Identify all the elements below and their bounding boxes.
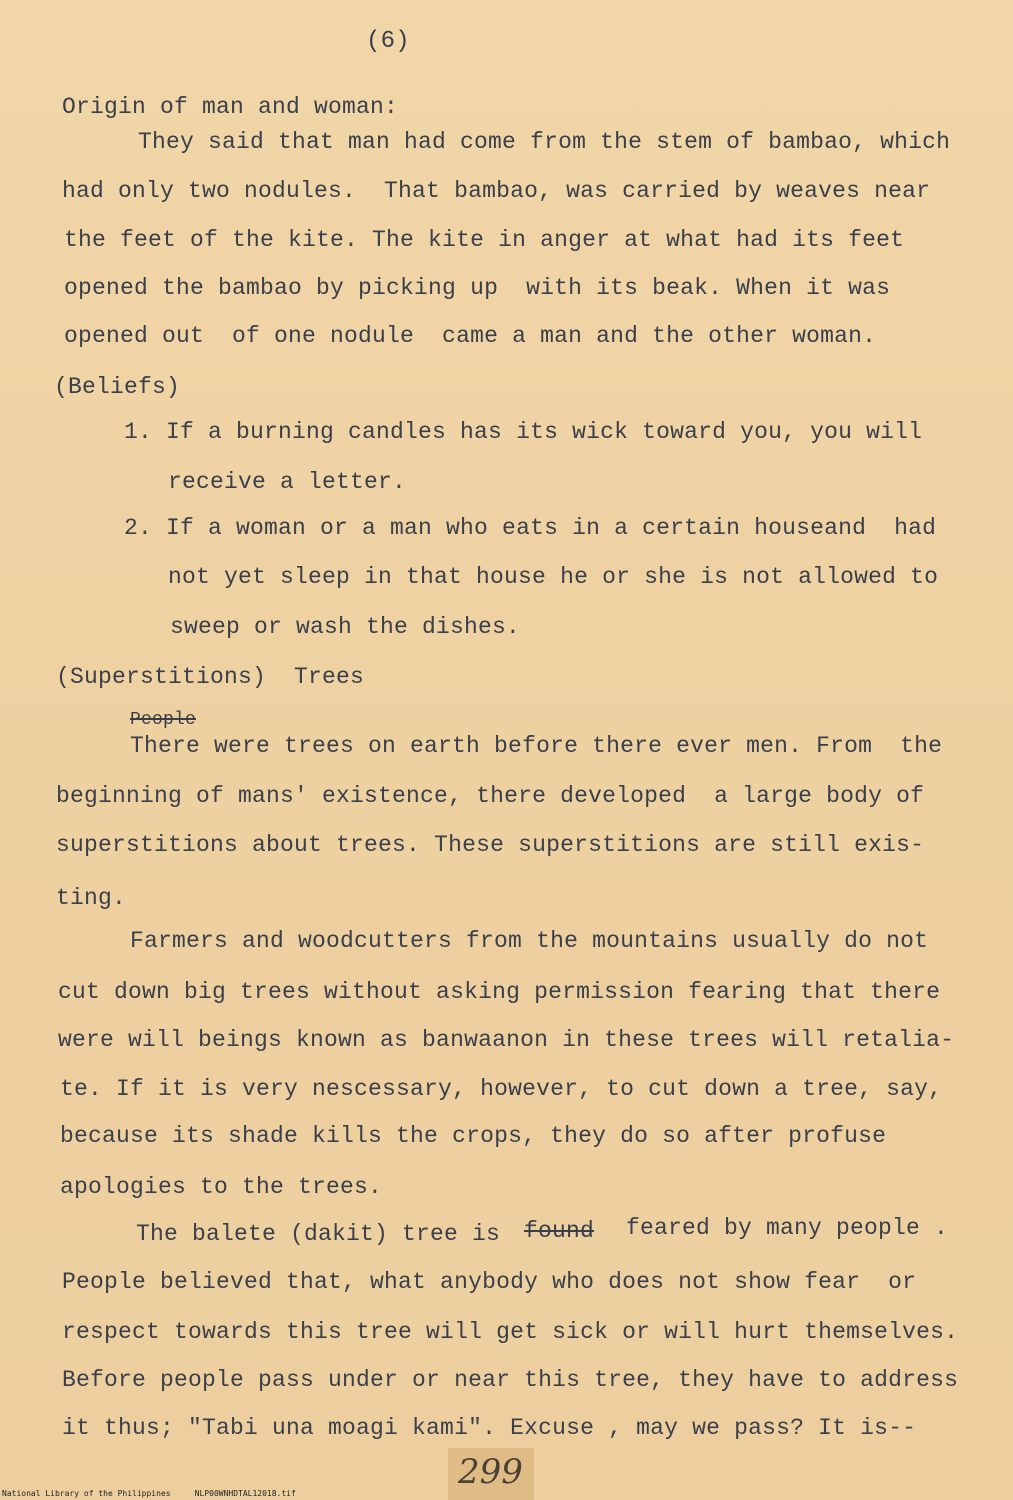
text-line: respect towards this tree will get sick or will hurt themselves.	[62, 1319, 959, 1345]
text-line: Farmers and woodcutters from the mountains usually do not	[130, 928, 929, 954]
footer-library: National Library of the Philippines	[2, 1489, 171, 1498]
struck-word-found: found	[524, 1218, 595, 1244]
text-line: Before people pass under or near this tree, they have to address	[62, 1367, 959, 1393]
handwritten-page-number: 299	[458, 1452, 523, 1492]
list-item-1: 1. If a burning candles has its wick toward you, you will	[124, 419, 923, 445]
text-line: cut down big trees without asking permission fearing that there	[58, 979, 941, 1005]
text-line: ting.	[56, 885, 127, 911]
text-line: superstitions about trees. These superstitions are still exis-	[56, 832, 925, 858]
list-item-2-cont: not yet sleep in that house he or she is not allowed to	[168, 564, 939, 590]
list-item-2-cont: sweep or wash the dishes.	[170, 614, 521, 640]
list-item-2: 2. If a woman or a man who eats in a certain houseand had	[124, 515, 937, 541]
footer-file: NLP00WNHDTAL12018.tif	[194, 1489, 296, 1498]
struck-word-people: People	[130, 710, 197, 730]
text-line: because its shade kills the crops, they do so after profuse	[60, 1123, 887, 1149]
text-line: The balete (dakit) tree is	[136, 1221, 501, 1247]
text-line: had only two nodules. That bambao, was carried by weaves near	[62, 178, 931, 204]
text-line: the feet of the kite. The kite in anger at what had its feet	[64, 227, 905, 253]
scan-footer	[2, 1489, 296, 1499]
text-line: They said that man had come from the stem of bambao, which	[138, 129, 951, 155]
text-line: feared by many people .	[626, 1215, 949, 1241]
text-line: opened the bambao by picking up with its beak. When it was	[64, 275, 891, 301]
text-line: People believed that, what anybody who does not show fear or	[62, 1269, 917, 1295]
text-line: it thus; "Tabi una moagi kami". Excuse , may we pass? It is--	[62, 1415, 917, 1441]
section-heading-superstitions: (Superstitions) Trees	[56, 664, 365, 690]
text-line: apologies to the trees.	[60, 1174, 383, 1200]
section-heading-beliefs: (Beliefs)	[54, 374, 181, 400]
text-line: were will beings known as banwaanon in these trees will retalia-	[58, 1027, 955, 1053]
text-line: beginning of mans' existence, there developed a large body of	[56, 783, 925, 809]
list-item-1-cont: receive a letter.	[168, 469, 407, 495]
page-number: (6)	[366, 28, 410, 55]
section-heading-origin: Origin of man and woman:	[62, 94, 399, 120]
text-line: opened out of one nodule came a man and the other woman.	[64, 323, 877, 349]
text-line: te. If it is very nescessary, however, to cut down a tree, say,	[60, 1076, 943, 1102]
text-line: There were trees on earth before there ever men. From the	[130, 733, 943, 759]
